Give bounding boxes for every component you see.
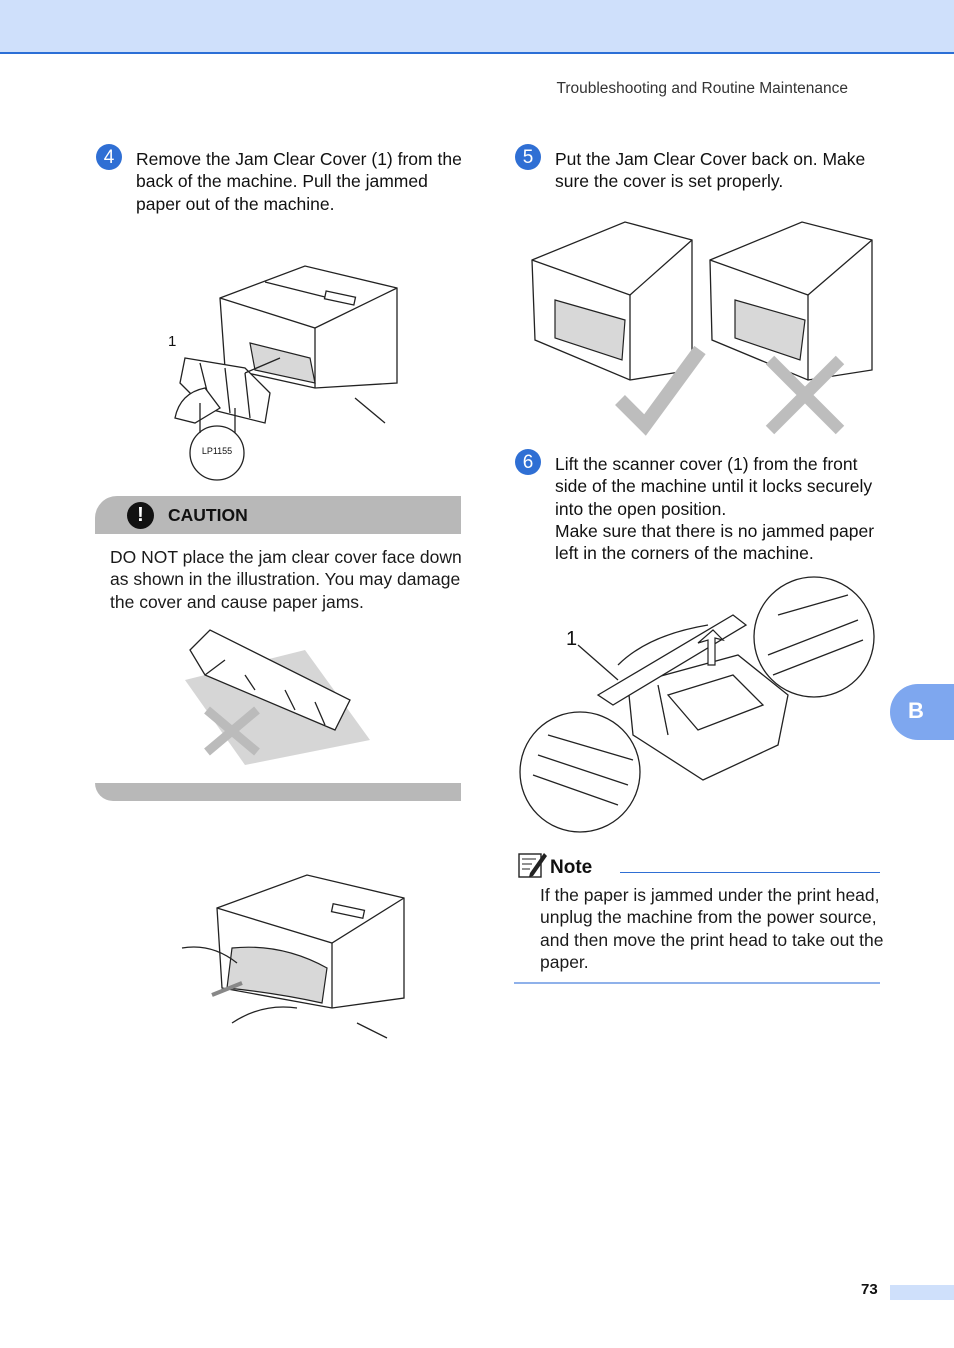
figure-cover-face-down bbox=[185, 630, 370, 765]
exclamation-icon: ! bbox=[127, 502, 154, 529]
note-pencil-icon bbox=[518, 851, 548, 879]
note-text: If the paper is jammed under the print head, unplug the machine from the power source, and then move the print head to take out the paper. bbox=[540, 885, 884, 972]
figure-pull-paper bbox=[182, 873, 407, 1043]
header-band bbox=[0, 0, 954, 54]
step-6-text: Lift the scanner cover (1) from the front side of the machine until it locks securely into the open position. Make sure that there is no jammed paper left in the corners of the machine. bbox=[555, 454, 875, 564]
note-rule bbox=[620, 872, 880, 873]
figure-remove-jam-cover bbox=[165, 258, 405, 483]
caution-label: CAUTION bbox=[168, 505, 248, 525]
caution-footer-bar bbox=[95, 783, 461, 801]
fig-scanner-callout: 1 bbox=[566, 628, 578, 650]
step-4-text: Remove the Jam Clear Cover (1) from the back of the machine. Pull the jammed paper out of the machine. bbox=[136, 149, 462, 214]
step-4-number: 4 bbox=[96, 144, 122, 170]
footer-band bbox=[890, 1285, 954, 1300]
page-number: 73 bbox=[861, 1281, 878, 1298]
figure-lift-scanner-cover bbox=[518, 575, 878, 835]
step-5-text: Put the Jam Clear Cover back on. Make sure the cover is set properly. bbox=[555, 149, 866, 192]
figure-cover-back-on-comparison bbox=[530, 220, 875, 435]
incorrect-example bbox=[710, 222, 872, 430]
caution-header bbox=[95, 496, 461, 534]
caution-text: DO NOT place the jam clear cover face down as shown in the illustration. You may damage the cover and cause paper jams. bbox=[110, 547, 462, 612]
chapter-tab-label: B bbox=[908, 698, 924, 723]
step-5-number: 5 bbox=[515, 144, 541, 170]
chapter-tab bbox=[890, 684, 954, 740]
fig1-badge-text: LP1155 bbox=[201, 446, 233, 456]
correct-example bbox=[532, 222, 700, 425]
running-title: Troubleshooting and Routine Maintenance bbox=[556, 80, 848, 97]
note-bottom-rule bbox=[514, 982, 880, 984]
fig1-callout: 1 bbox=[168, 333, 177, 350]
note-label: Note bbox=[550, 857, 593, 878]
step-6-number: 6 bbox=[515, 449, 541, 475]
